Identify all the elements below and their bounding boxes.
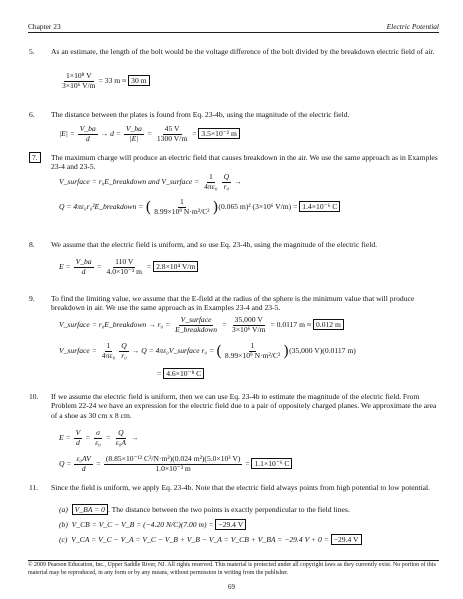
problem-text: If we assume the electric field is uniform, then we can use Eq. 23-4b to estimate the magnitude of the electric field. From Problem 22-24 we have an expression for the electric field due to a pair of oppositely charged planes. We approximate the area of a shoe as 30 cm x 8 cm. [51, 392, 437, 420]
equation: = 4.6×10⁻⁸ C [157, 369, 204, 378]
part-c: (c) V_CA = V_C − V_A = V_C − V_B + V_B − V_A = V_CB + V_BA = −29.4 V + 0 = −29.4 V [59, 535, 362, 544]
boxed-answer: 3.5×10⁻² m [198, 128, 239, 139]
fraction: $\frac{\text{1×10⁸ V}}{\text{3×10⁶ V/m}}$ [62, 71, 96, 90]
problem-number: 8. [29, 240, 35, 249]
equation: V_surface = r₀E_breakdown → r₀ = $\frac{\text{V\_surface}}{\text{E\_breakdown}}$ = $\frac{35,000 V}{\text{3×10⁶ V/m}}$ = 0.0117 m ≈ 0.012 m [59, 316, 344, 334]
problem-number: 10. [29, 392, 39, 401]
problem-number: 5. [29, 47, 35, 56]
chapter-title: Electric Potential [386, 21, 439, 31]
equation: E = $\frac{V\_ba}{d}$ = $\frac{110 V}{\text{4.0×10⁻³ m}}$ = 2.8×10⁴ V/m [59, 258, 198, 276]
boxed-answer: 1.1×10⁻⁶ C [251, 458, 292, 469]
page-number: 69 [228, 583, 235, 591]
problem-text: The distance between the plates is found from Eq. 23-4b, using the magnitude of the electric field. [51, 110, 350, 119]
boxed-answer: 30 m [128, 75, 149, 86]
equation: $\frac{\text{1×10⁸ V}}{\text{3×10⁶ V/m}}$ = 33 m ≈ 30 m [59, 72, 150, 90]
boxed-answer: −29.4 V [331, 534, 362, 545]
part-b: (b) V_CB = V_C − V_B = (−4.20 N/C)(7.00 m) = −29.4 V [59, 520, 246, 529]
copyright-footer: © 2009 Pearson Education, Inc., Upper Saddle River, NJ. All rights reserved. This material is protected under all copyright laws as they currently exist. No portion of this material may be reproduced, in any form or by any means, without permission in writing from the publisher. [28, 560, 439, 577]
equation: V_surface = r₀E_breakdown and V_surface = $\frac{1}{\text{4πε₀}}$ $\frac{Q}{\text{r₀}}$ → [59, 172, 242, 191]
problem-number: 9. [29, 294, 35, 303]
problem-text: As an estimate, the length of the bolt would be the voltage difference of the bolt divided by the breakdown electric field of air. [51, 47, 435, 56]
page-header [28, 20, 439, 33]
problem-number: 11. [29, 483, 39, 492]
problem-text: To find the limiting value, we assume that the E-field at the radius of the sphere is the minimum value that will produce breakdown in air. We use the same approach as in Examples 23-4 and 23-5. [51, 294, 415, 313]
problem-text: Since the field is uniform, we apply Eq. 23-4b. Note that the electric field always points from high potential to low potential. [51, 483, 430, 492]
boxed-answer: 0.012 m [313, 319, 344, 330]
problem-text: We assume that the electric field is uniform, and so use Eq. 23-4b, using the magnitude of the electric field. [51, 240, 378, 249]
equation: E = $\frac{V}{d}$ = $\frac{\sigma}{\text{ε₀}}$ = $\frac{Q}{\text{ε₀A}}$ → [59, 428, 139, 447]
chapter-label: Chapter 23 [28, 21, 61, 31]
equation: Q = $\frac{\text{ε₀AV}}{d}$ = $\frac{\text{(8.85×10⁻¹² C²/N·m²)(0.024 m²)(5.0×10³ V)}}{\text{1.0×10⁻³ m}}$ = 1.1×10⁻⁶ C [59, 455, 292, 473]
boxed-answer: 1.4×10⁻⁶ C [299, 201, 340, 212]
part-a: (a) V_BA = 0 . The distance between the two points is exactly perpendicular to the field lines. [59, 505, 350, 514]
problem-number: 6. [29, 110, 35, 119]
problem-number: 7. [29, 152, 41, 163]
problem-text: The maximum charge will produce an electric field that causes breakdown in the air. We use the same approach as in Examples 23-4 and 23-5. [51, 153, 438, 172]
equation: Q = 4πε₀r₀²E_breakdown = ( $\frac{1}{\text{8.99×10⁹ N·m²/C²}}$ )(0.065 m)² (3×10⁶ V/m) = 1.4×10⁻⁶ C [59, 198, 340, 216]
boxed-answer: 2.8×10⁴ V/m [153, 261, 198, 272]
equation: |E| = $\frac{V\_ba}{d}$ → d = $\frac{V\_ba}{|E|}$ = $\frac{45 V}{1300 V/m}$ = 3.5×10⁻² m [59, 125, 240, 143]
equation: V_surface = $\frac{1}{\text{4πε₀}}$ $\frac{Q}{\text{r₀}}$ → Q = 4πε₀V_surface r₀ = ( $\frac{1}{\text{8.99×10⁹ N·m²/C²}}$ )(35,000 V)(0.0117 m) [59, 341, 356, 361]
boxed-answer: −29.4 V [215, 519, 246, 530]
boxed-answer: V_BA = 0 [72, 504, 108, 515]
boxed-answer: 4.6×10⁻⁸ C [163, 368, 204, 379]
